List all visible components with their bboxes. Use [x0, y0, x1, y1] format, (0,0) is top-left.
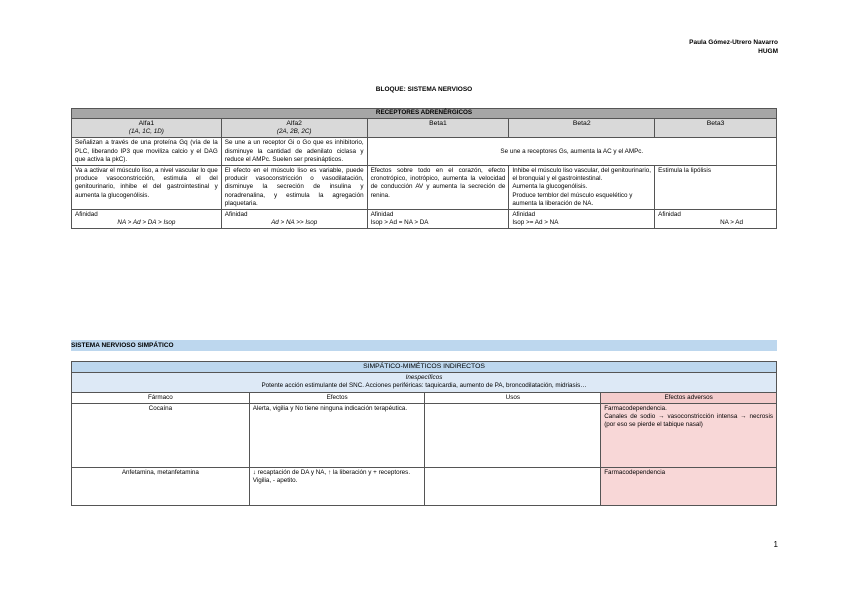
- alfa1-effects: Va a activar el músculo liso, a nivel vascular lo que produce vasoconstricción, estimula el del genitourinario, inhibe el del gastrointestinal y aumenta la glucogenólisis.: [72, 166, 222, 210]
- col-subtypes: (1A, 1C, 1D): [128, 128, 164, 136]
- drug-name: Anfetamina, metanfetamina: [72, 467, 250, 505]
- block-title: BLOQUE: SISTEMA NERVIOSO: [375, 86, 473, 93]
- col-beta3: [655, 119, 777, 138]
- alfa2-effects: El efecto en el músculo liso es variable, puede producir vasoconstricción o vasodilatación, disminuye la secreción de insulina y noradrenalina, y estimula la agregación plaquetaria.: [221, 166, 367, 210]
- col-effects: Efectos: [249, 392, 425, 403]
- effect-line: ↓ recaptación de DA y NA, ↑ la liberación y + receptores.: [252, 468, 411, 476]
- beta2-effect-line: Inhibe el músculo liso vascular, del genitourinario, el bronquial y el gastrointestinal.: [512, 167, 651, 183]
- drug-uses: [425, 467, 601, 505]
- col-name: Beta3: [706, 120, 725, 127]
- sympathetic-section-heading: SISTEMA NERVIOSO SIMPÁTICO: [71, 340, 777, 351]
- affinity-value: Isop > Ad = NA > DA: [370, 219, 429, 227]
- col-uses: Usos: [425, 392, 601, 403]
- beta2-affinity: [509, 210, 655, 229]
- beta3-effects: Estimula la lipólisis: [655, 166, 777, 210]
- drug-adverse-effects: [601, 403, 777, 467]
- drugs-table-subtitle-cell: [72, 373, 777, 392]
- col-name: Beta1: [429, 120, 447, 127]
- drugs-header-row: [72, 392, 777, 403]
- effect-line: Vigilia, - apetito.: [252, 477, 298, 485]
- col-name: Alfa1: [138, 120, 155, 127]
- beta2-effect-line: Produce temblor del músculo esquelético y aumenta la liberación de NA.: [512, 191, 633, 207]
- effects-row: [72, 166, 777, 210]
- affinity-value: Isop >= Ad > NA: [512, 219, 559, 227]
- page-number: 1: [773, 540, 778, 549]
- beta2-effect-line: Aumenta la glucogenólisis.: [512, 183, 588, 191]
- receptors-table-title: RECEPTORES ADRENÉRGICOS: [72, 109, 777, 119]
- receptors-header-row: [72, 119, 777, 138]
- drugs-table-title: SIMPÁTICO-MIMÉTICOS INDIRECTOS: [72, 362, 777, 373]
- alfa2-signaling: Se une a un receptor Gi o Go que es inhibitorio, disminuye la cantidad de adenilato ciclasa y reduce el AMPc. Suelen ser presinápticos.: [221, 138, 367, 166]
- beta1-effects: Efectos sobre todo en el corazón, efecto cronotrópico, inotrópico, aumenta la velocidad de conducción AV y aumenta la secreción de renina.: [367, 166, 509, 210]
- drug-effects: [249, 467, 425, 505]
- receptors-table: [71, 108, 777, 229]
- col-alfa2: [221, 119, 367, 138]
- affinity-value: Ad > NA >> Isop: [271, 219, 318, 227]
- affinity-row: [72, 210, 777, 229]
- alfa1-signaling: Señalizan a través de una proteína Gq (vía de la PLC, liberando IP3 que moviliza calcio y el DAG que activa la pkC).: [72, 138, 222, 166]
- drug-adverse-effects: [601, 467, 777, 505]
- drugs-table-description: Potente acción estimulante del SNC. Acciones periféricas: taquicardia, aumento de PA, broncodilatación, midriasis…: [261, 382, 587, 390]
- signaling-row: [72, 138, 777, 166]
- table-row: [72, 403, 777, 467]
- adverse-line: Farmacodependencia.: [604, 404, 667, 412]
- col-adverse-effects: Efectos adversos: [601, 392, 777, 403]
- col-name: Alfa2: [286, 120, 302, 127]
- effect-line: Alerta, vigilia y No tiene ninguna indicación terapéutica.: [252, 404, 408, 412]
- affinity-label: Afinidad: [370, 211, 394, 219]
- col-beta1: [367, 119, 509, 138]
- alfa2-affinity: [221, 210, 367, 229]
- drug-uses: [425, 403, 601, 467]
- col-alfa1: [72, 119, 222, 138]
- drug-effects: [249, 403, 425, 467]
- beta2-effects: [509, 166, 655, 210]
- beta1-affinity: [367, 210, 509, 229]
- table-row: [72, 467, 777, 505]
- affinity-label: Afinidad: [224, 211, 248, 219]
- col-name: Beta2: [572, 120, 591, 127]
- affinity-label: Afinidad: [512, 211, 536, 219]
- adverse-line: Canales de sodio → vasoconstricción intensa → necrosis (por eso se pierde el tabique nasal): [604, 413, 773, 429]
- affinity-label: Afinidad: [658, 211, 681, 219]
- beta3-affinity: [655, 210, 777, 229]
- drugs-table-subtitle: Inespecíficos: [405, 374, 443, 382]
- organization: HUGM: [758, 48, 778, 55]
- affinity-label: Afinidad: [75, 211, 98, 219]
- drug-name: Cocaína: [72, 403, 250, 467]
- beta-signaling: Se une a receptores Gs, aumenta la AC y el AMPc.: [367, 138, 776, 166]
- col-drug: Fármaco: [72, 392, 250, 403]
- drugs-table: [71, 361, 777, 506]
- author-name: Paula Gómez-Utrero Navarro: [689, 39, 778, 46]
- document-header: [689, 38, 778, 56]
- affinity-value: NA > Ad > DA > Isop: [117, 219, 176, 227]
- alfa1-affinity: [72, 210, 222, 229]
- col-beta2: [509, 119, 655, 138]
- affinity-value: NA > Ad: [720, 219, 743, 227]
- col-subtypes: (2A, 2B, 2C): [276, 128, 312, 136]
- adverse-line: Farmacodependencia: [604, 468, 666, 476]
